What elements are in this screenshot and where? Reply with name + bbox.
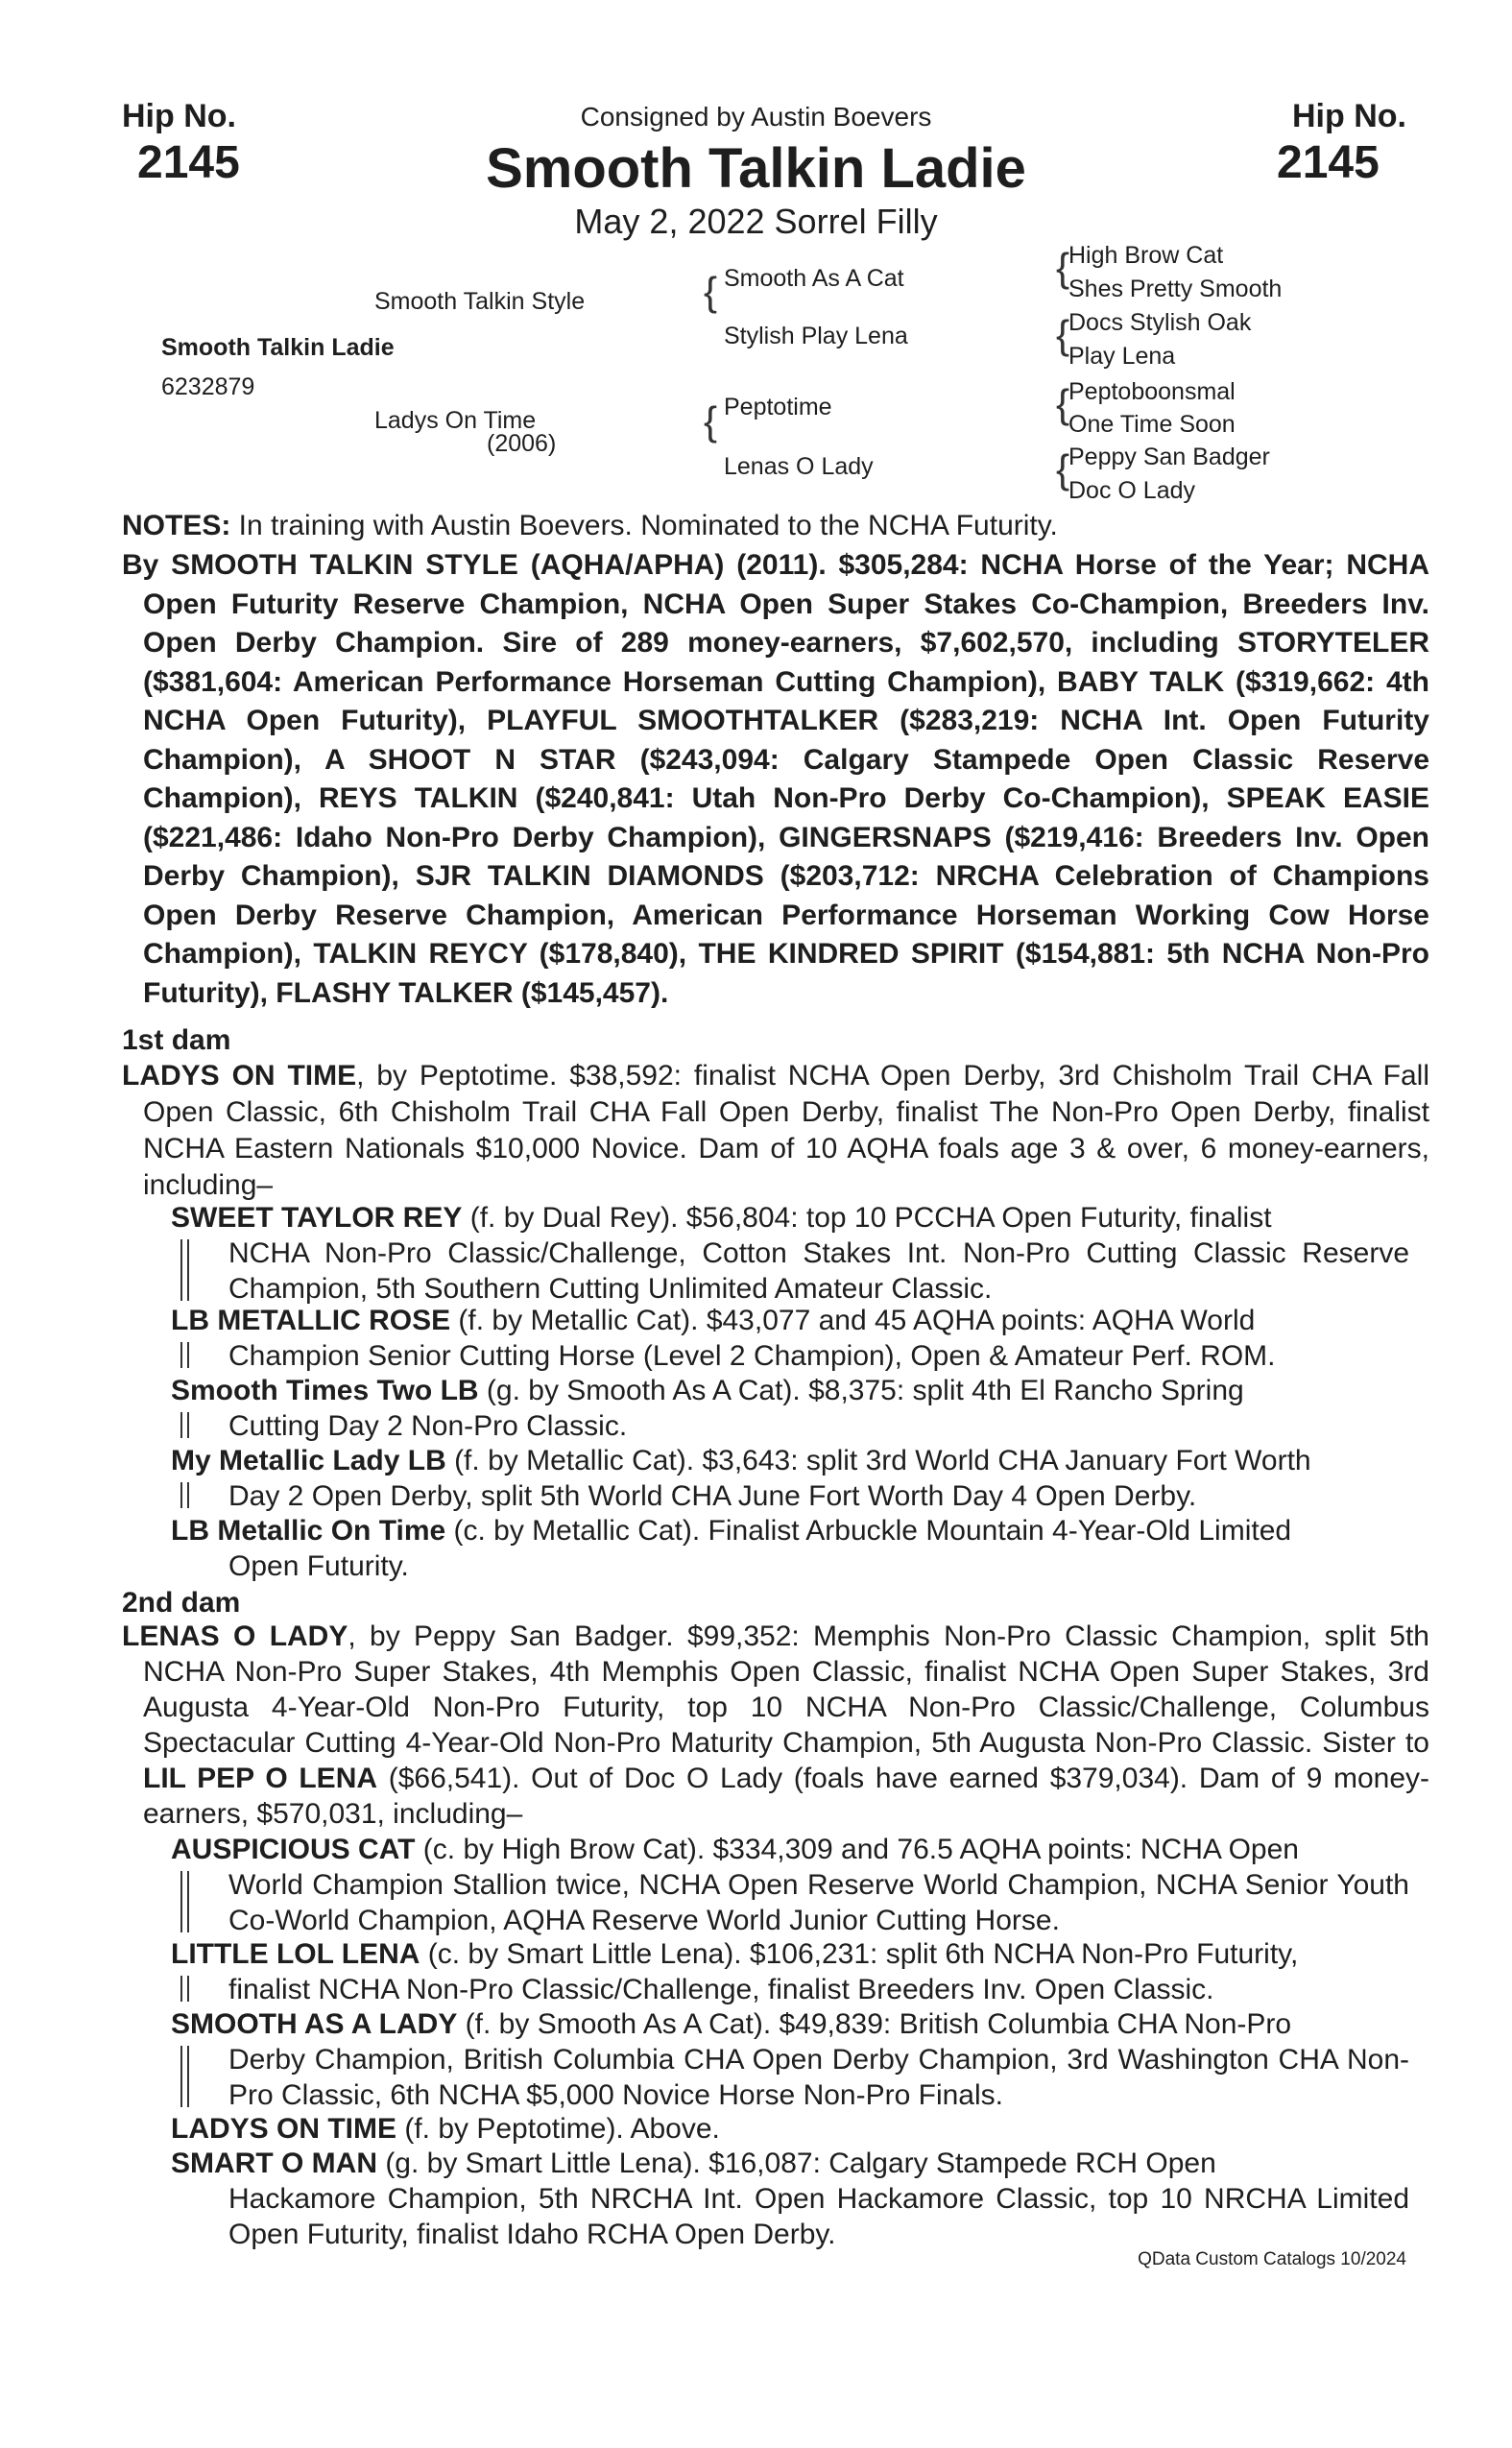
produce-name: LB Metallic On Time (171, 1515, 446, 1547)
produce-text: (c. by Metallic Cat). Finalist Arbuckle Mountain 4-Year-Old Limited (445, 1515, 1292, 1547)
produce-entry (171, 1200, 1409, 1307)
pedigree-brace: { (704, 269, 718, 314)
produce-name: LB METALLIC ROSE (171, 1305, 451, 1336)
pedigree-dam-year: (2006) (487, 430, 557, 457)
pedigree-brace: { (1056, 245, 1070, 290)
notes-text: In training with Austin Boevers. Nominated to the NCHA Futurity. (230, 510, 1058, 541)
produce-name: SMART O MAN (171, 2148, 377, 2179)
produce-name: SMOOTH AS A LADY (171, 2008, 458, 2040)
second-dam-sister: LIL PEP O LENA (143, 1763, 378, 1794)
produce-bar (180, 1976, 189, 2002)
pedigree-horse-name: Smooth Talkin Ladie (161, 334, 395, 361)
produce-text: Day 2 Open Derby, split 5th World CHA June Fort Worth Day 4 Open Derby. (228, 1480, 1197, 1512)
second-dam-paragraph (122, 1619, 1429, 1832)
pedigree-g3-1: High Brow Cat (1068, 242, 1224, 269)
first-dam-heading: 1st dam (122, 1024, 231, 1056)
produce-entry (171, 1373, 1409, 1444)
produce-bar (180, 1412, 189, 1438)
second-dam-text: , by Peppy San Badger. $99,352: Memphis Non-Pro Classic Champion, split 5th NCHA Non-Pro Super Stakes, 4th Memphis Open Classic, finalist NCHA Open Super Stakes, 3rd Augusta 4-Year-Old Non-Pro Futurity, top 10 NCHA Non-Pro Classic/Challenge, Columbus Spectacular Cutting 4-Year-Old Non-Pro Maturity Champion, 5th Augusta Non-Pro Classic. Sister to (143, 1620, 1429, 1759)
produce-text: World Champion Stallion twice, NCHA Open Reserve World Champion, NCHA Senior Youth Co-World Champion, AQHA Reserve World Junior Cutting Horse. (228, 1869, 1409, 1936)
notes-label: NOTES: (122, 510, 231, 541)
first-dam-paragraph (122, 1058, 1429, 1204)
sire-paragraph: By SMOOTH TALKIN STYLE (AQHA/APHA) (2011). $305,284: NCHA Horse of the Year; NCHA Open Futurity Reserve Champion, NCHA Open Super Stakes Co-Champion, Breeders Inv. Open Derby Champion. Sire of 289 money-earners, $7,602,570, including STORYTELER ($381,604: American Performance Horseman Cutting Champion), BABY TALK ($319,662: 4th NCHA Open Futurity), PLAYFUL SMOOTHTALKER ($283,219: NCHA Int. Open Futurity Champion), A SHOOT N STAR ($243,094: Calgary Stampede Open Classic Reserve Champion), REYS TALKIN ($240,841: Utah Non-Pro Derby Co-Champion), SPEAK EASIE ($221,486: Idaho Non-Pro Derby Champion), GINGERSNAPS ($219,416: Breeders Inv. Open Derby Champion), SJR TALKIN DIAMONDS ($203,712: NRCHA Celebration of Champions Open Derby Reserve Champion, American Performance Horseman Working Cow Horse Champion), TALKIN REYCY ($178,840), THE KINDRED SPIRIT ($154,881: 5th NCHA Non-Pro Futurity), FLASHY TALKER ($145,457). (122, 549, 1429, 1009)
produce-entry (171, 1443, 1409, 1514)
subtitle: May 2, 2022 Sorrel Filly (574, 202, 938, 241)
pedigree-sire: Smooth Talkin Style (374, 288, 586, 315)
produce-text: Cutting Day 2 Non-Pro Classic. (228, 1410, 628, 1442)
hip-label-right: Hip No. (1292, 98, 1406, 134)
produce-name: LADYS ON TIME (171, 2113, 397, 2145)
produce-entry (171, 2111, 1409, 2147)
hip-number-right: 2145 (1277, 137, 1380, 188)
produce-text: (g. by Smooth As A Cat). $8,375: split 4th El Rancho Spring (478, 1375, 1244, 1406)
produce-text: Open Futurity. (228, 1550, 409, 1582)
produce-name: SWEET TAYLOR REY (171, 1202, 463, 1234)
pedigree-dam-dam: Lenas O Lady (724, 453, 874, 480)
pedigree-g3-8: Doc O Lady (1068, 477, 1196, 504)
pedigree-sire-dam: Stylish Play Lena (724, 323, 908, 349)
second-dam-name: LENAS O LADY (122, 1620, 348, 1652)
footer-credit: QData Custom Catalogs 10/2024 (1138, 2249, 1406, 2269)
produce-text: (f. by Metallic Cat). $3,643: split 3rd World CHA January Fort Worth (445, 1445, 1311, 1476)
produce-bar (180, 1342, 189, 1368)
produce-text: (c. by Smart Little Lena). $106,231: split 6th NCHA Non-Pro Futurity, (420, 1938, 1299, 1970)
pedigree-g3-2: Shes Pretty Smooth (1068, 276, 1283, 302)
produce-text: (f. by Smooth As A Cat). $49,839: British Columbia CHA Non-Pro (457, 2008, 1292, 2040)
pedigree-g3-7: Peppy San Badger (1068, 444, 1270, 470)
produce-text: (f. by Metallic Cat). $43,077 and 45 AQHA points: AQHA World (450, 1305, 1256, 1336)
page-title: Smooth Talkin Ladie (486, 137, 1026, 200)
produce-entry (171, 2146, 1409, 2252)
pedigree-brace: { (704, 398, 718, 444)
pedigree-brace: { (1056, 381, 1070, 426)
hip-number-left: 2145 (137, 137, 240, 188)
produce-bar (180, 1239, 189, 1301)
produce-text: Champion Senior Cutting Horse (Level 2 Champion), Open & Amateur Perf. ROM. (228, 1340, 1276, 1372)
produce-text: Hackamore Champion, 5th NRCHA Int. Open Hackamore Classic, top 10 NRCHA Limited Open Futurity, finalist Idaho RCHA Open Derby. (228, 2183, 1409, 2250)
second-dam-text: ($66,541). Out of Doc O Lady (foals have earned $379,034). Dam of 9 money-earners, $570,031, including– (143, 1763, 1430, 1830)
produce-text: Derby Champion, British Columbia CHA Open Derby Champion, 3rd Washington CHA Non-Pro Classic, 6th NCHA $5,000 Novice Horse Non-Pro Finals. (228, 2044, 1409, 2111)
produce-text: finalist NCHA Non-Pro Classic/Challenge, finalist Breeders Inv. Open Classic. (228, 1974, 1214, 2005)
produce-name: AUSPICIOUS CAT (171, 1834, 416, 1865)
pedigree-reg-number: 6232879 (161, 373, 255, 400)
produce-entry (171, 1513, 1409, 1584)
produce-entry (171, 1936, 1409, 2007)
produce-bar (180, 1482, 189, 1508)
pedigree-dam-sire: Peptotime (724, 394, 832, 420)
produce-entry (171, 1303, 1409, 1374)
pedigree-g3-6: One Time Soon (1068, 411, 1236, 438)
produce-text: (c. by High Brow Cat). $334,309 and 76.5 AQHA points: NCHA Open (415, 1834, 1299, 1865)
first-dam-name: LADYS ON TIME (122, 1060, 357, 1092)
notes (122, 507, 1408, 546)
produce-name: LITTLE LOL LENA (171, 1938, 420, 1970)
produce-bar (180, 2046, 189, 2107)
produce-text: NCHA Non-Pro Classic/Challenge, Cotton Stakes Int. Non-Pro Cutting Classic Reserve Champion, 5th Southern Cutting Unlimited Amateur Classic. (228, 1237, 1409, 1305)
produce-text: (f. by Peptotime). Above. (396, 2113, 720, 2145)
produce-name: My Metallic Lady LB (171, 1445, 446, 1476)
pedigree-g3-3: Docs Stylish Oak (1068, 309, 1252, 336)
pedigree-sire-sire: Smooth As A Cat (724, 265, 904, 292)
produce-name: Smooth Times Two LB (171, 1375, 479, 1406)
produce-entry (171, 1832, 1409, 1938)
pedigree-g3-4: Play Lena (1068, 343, 1176, 370)
produce-text: (g. by Smart Little Lena). $16,087: Calgary Stampede RCH Open (376, 2148, 1216, 2179)
hip-label-left: Hip No. (122, 98, 236, 134)
second-dam-heading: 2nd dam (122, 1587, 241, 1619)
first-dam-text: , by Peptotime. $38,592: finalist NCHA Open Derby, 3rd Chisholm Trail CHA Fall Open Classic, 6th Chisholm Trail CHA Fall Open Derby, finalist The Non-Pro Open Derby, finalist NCHA Eastern Nationals $10,000 Novice. Dam of 10 AQHA foals age 3 & over, 6 money-earners, including– (143, 1060, 1429, 1201)
pedigree-brace: { (1056, 312, 1070, 357)
produce-bar (180, 1871, 189, 1932)
pedigree-dam: Ladys On Time (374, 407, 537, 434)
pedigree-brace: { (1056, 446, 1070, 492)
consignor: Consigned by Austin Boevers (580, 102, 932, 132)
produce-entry (171, 2006, 1409, 2113)
pedigree-g3-5: Peptoboonsmal (1068, 378, 1236, 405)
produce-text: (f. by Dual Rey). $56,804: top 10 PCCHA Open Futurity, finalist (462, 1202, 1272, 1234)
